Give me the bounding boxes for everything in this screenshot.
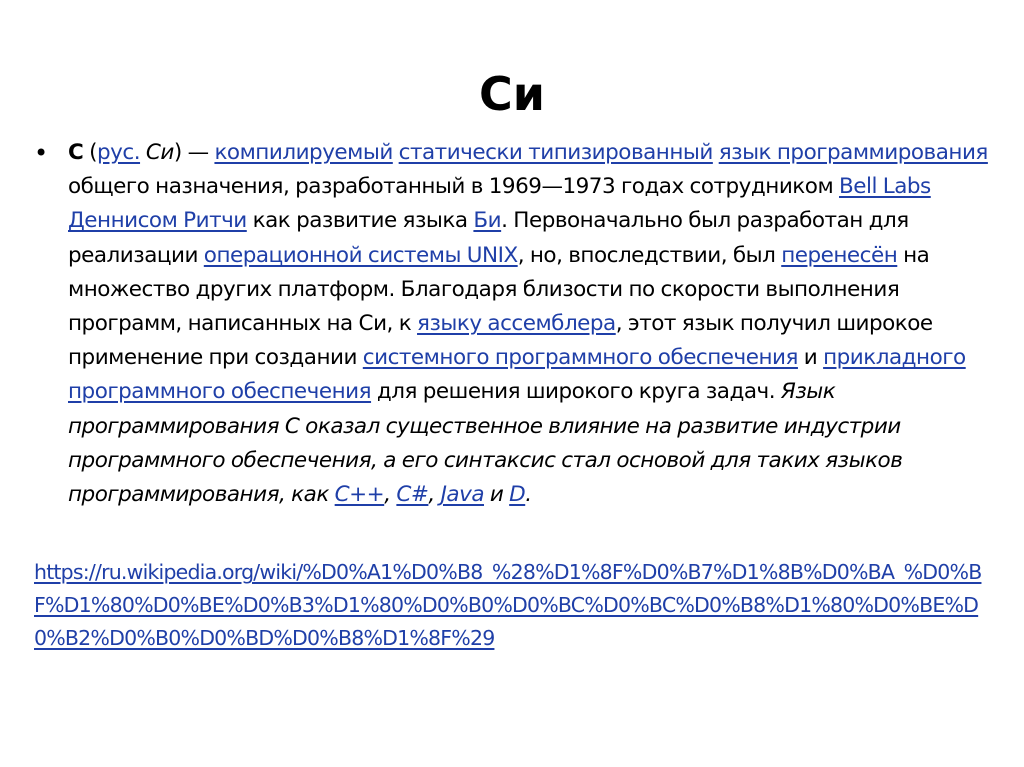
- slide-title: Си: [479, 67, 545, 121]
- source-url-block: [34, 556, 1006, 655]
- link-rus[interactable]: рус.: [97, 140, 141, 165]
- text-wide-use: , этот язык получил широкое применение при создании: [68, 311, 933, 371]
- text-comma-1: ,: [384, 482, 397, 508]
- bullet-block: [34, 136, 994, 512]
- link-compiled[interactable]: компилируемый: [214, 140, 393, 165]
- link-operating-system[interactable]: операционной системы UNIX: [203, 242, 518, 268]
- link-ported[interactable]: перенесён: [781, 242, 898, 268]
- link-csharp[interactable]: C#: [396, 482, 429, 508]
- text-tasks: для решения широкого круга задач.: [371, 379, 781, 405]
- text-dash: ) —: [173, 140, 215, 165]
- link-assembly-language[interactable]: языку ассемблера: [417, 311, 616, 337]
- text-end-period: .: [525, 482, 532, 508]
- link-dennis-ritchie[interactable]: Деннисом Ритчи: [68, 208, 247, 234]
- text-comma-2: ,: [428, 482, 441, 508]
- link-bell-labs[interactable]: Bell Labs: [839, 174, 931, 200]
- text-si-italic: Си: [140, 140, 174, 165]
- text-originally: . Первоначально был разработан для реализации: [68, 208, 909, 268]
- link-java[interactable]: Java: [440, 482, 484, 508]
- text-open-paren: (: [83, 140, 98, 165]
- link-d[interactable]: D: [509, 482, 526, 508]
- source-url-link[interactable]: https://ru.wikipedia.org/wiki/%D0%A1%D0%B8_%28%D1%8F%D0%B7%D1%8B%D0%BA_%D0%BF%D1%80%D0%BE%D0%B3%D1%80%D0%B0%D0%BC%D0%BC%D0%B8%D1%80%D0%BE%D0%B2%D0%B0%D0%BD%D0%B8%D1%8F%29: [34, 560, 982, 650]
- link-bi[interactable]: Би: [473, 208, 502, 234]
- link-system-software[interactable]: системного программного обеспечения: [362, 345, 798, 371]
- link-application-software[interactable]: прикладного программного обеспечения: [68, 345, 966, 405]
- text-influence-italic: Язык программирования С оказал существенное влияние на развитие индустрии программного обеспечения, а его синтаксис стал основой для таких языков программирования, как: [68, 379, 903, 508]
- link-programming-language[interactable]: язык программирования: [718, 140, 988, 165]
- text-and: и: [797, 345, 824, 371]
- text-development: как развитие языка: [246, 208, 474, 234]
- main-paragraph: [68, 136, 990, 512]
- link-static-typed[interactable]: статически типизированный: [398, 140, 713, 165]
- bullet-dot-icon: •: [34, 139, 49, 167]
- text-and-italic: и: [484, 482, 510, 508]
- text-later: , но, впоследствии, был: [517, 242, 782, 268]
- text-general-purpose: общего назначения, разработанный в 1969—1973 годах сотрудником: [68, 174, 839, 200]
- link-cpp[interactable]: C++: [334, 482, 385, 508]
- term-c: C: [68, 140, 84, 165]
- text-many-platforms: на множество других платформ. Благодаря близости по скорости выполнения программ, написанных на Си, к: [68, 242, 930, 337]
